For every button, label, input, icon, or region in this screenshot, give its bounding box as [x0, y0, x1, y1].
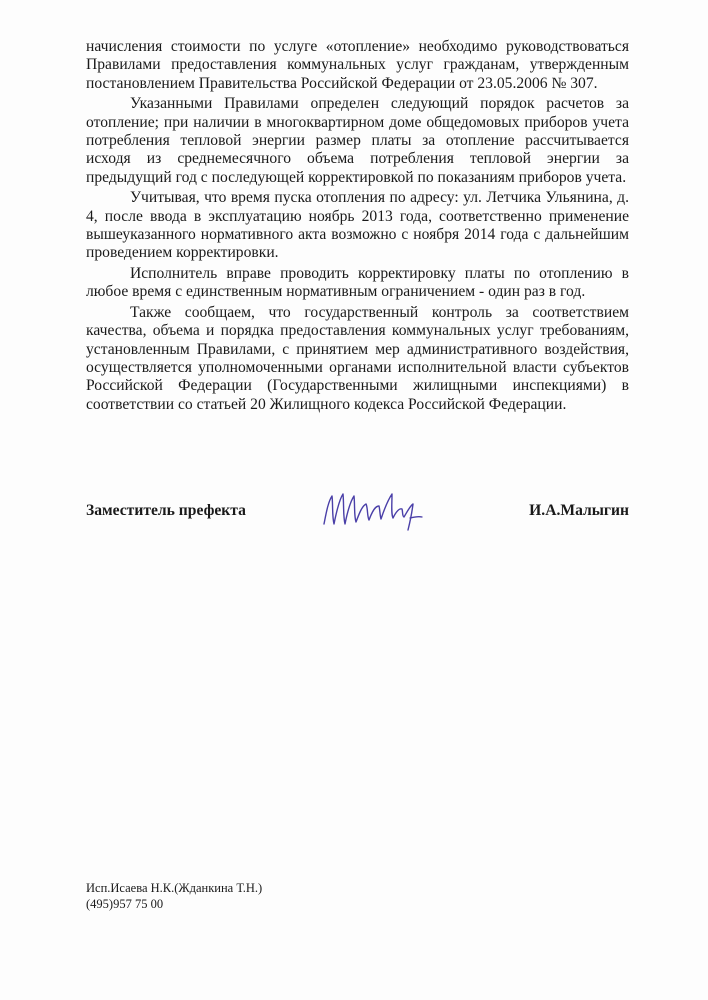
signatory-name: И.А.Малыгин — [529, 502, 629, 519]
executor-phone: (495)957 75 00 — [86, 897, 164, 911]
paragraph-4: Исполнитель вправе проводить корректировку платы по отоплению в любое время с единственным нормативным ограничением - один раз в год. — [86, 264, 629, 301]
paragraph-2: Указанными Правилами определен следующий порядок расчетов за отопление; при наличии в многоквартирном доме общедомовых приборов учета потребления тепловой энергии размер платы за отопление рассчитывается исходя из среднемесячного объема потребления тепловой энергии за предыдущий год с последующей корректировкой по показаниям приборов учета. — [86, 95, 629, 186]
signatory-position: Заместитель префекта — [86, 502, 246, 519]
executor-info — [86, 880, 262, 912]
handwritten-signature — [318, 484, 428, 532]
executor-line: Исп.Исаева Н.К.(Жданкина Т.Н.) — [86, 881, 263, 895]
letter-body — [86, 38, 629, 414]
signature-block — [86, 484, 629, 534]
paragraph-3: Учитывая, что время пуска отопления по адресу: ул. Летчика Ульянина, д. 4, после ввода в эксплуатацию ноябрь 2013 года, соответственно применение вышеуказанного нормативного акта возможно с ноября 2014 года с дальнейшим проведением корректировки. — [86, 189, 629, 262]
paragraph-5: Также сообщаем, что государственный контроль за соответствием качества, объема и порядка предоставления коммунальных услуг требованиям, установленным Правилами, с принятием мер административного воздействия, осуществляется уполномоченными органами исполнительной власти субъектов Российской Федерации (Государственными жилищными инспекциями) в соответствии со статьей 20 Жилищного кодекса Российской Федерации. — [86, 303, 629, 413]
paragraph-1: начисления стоимости по услуге «отопление» необходимо руководствоваться Правилами предоставления коммунальных услуг гражданам, утвержденным постановлением Правительства Российской Федерации от 23.05.2006 № 307. — [86, 38, 629, 92]
